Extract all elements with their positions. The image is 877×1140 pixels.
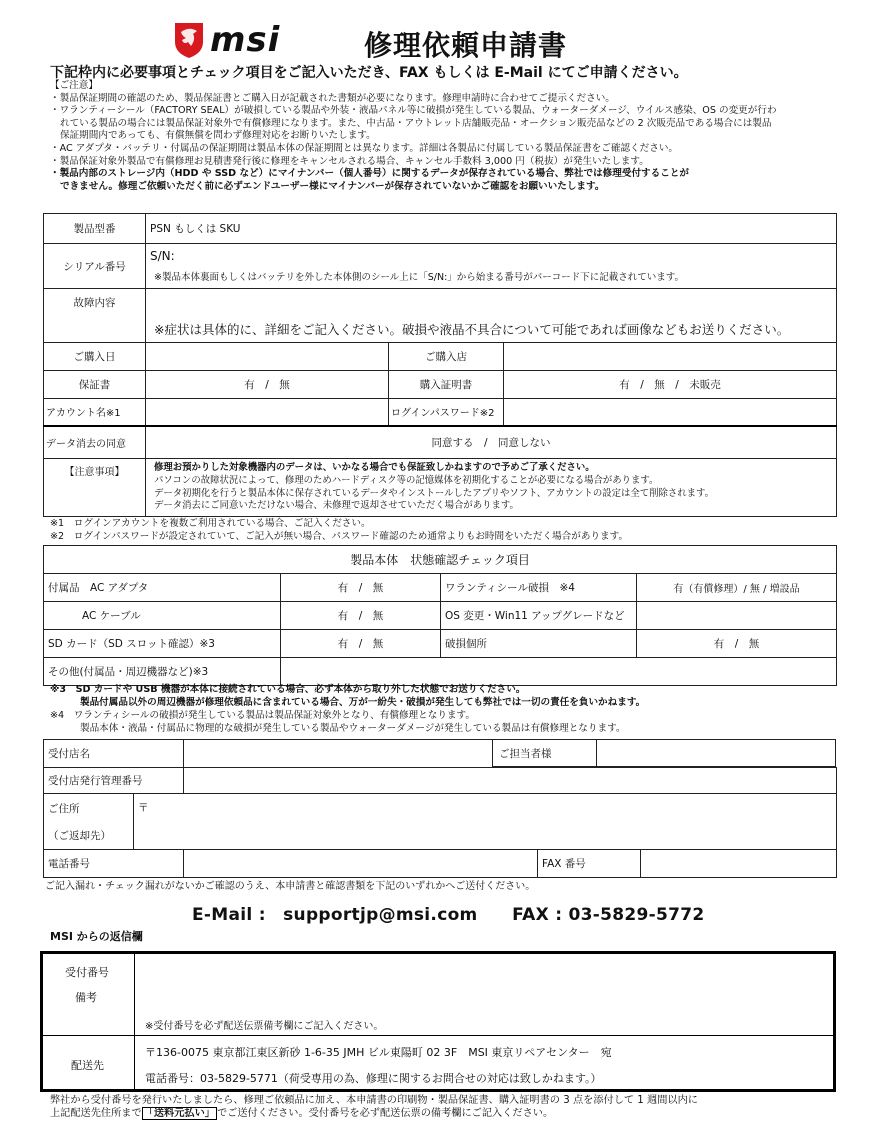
cable-label: AC ケーブル [44, 602, 281, 630]
consent-label: データ消去の同意 [44, 426, 146, 459]
serial-prefix: S/N: [150, 249, 175, 263]
os-field[interactable] [637, 602, 837, 630]
note-line: ・製品保証期間の確認のため、製品保証書とご購入日が記載された書類が必要になります。修理申請時に合わせてご提示ください。 [50, 92, 615, 104]
account-label: アカウント名※1 [44, 399, 146, 426]
reception-note: ※受付番号を必ず配送伝票備考欄にご記入ください。 [145, 1021, 384, 1032]
ship-tel: 電話番号：03-5829-5771（荷受専用の為、修理に関するお問合せの対応は致しかねます。） [145, 1072, 602, 1085]
other-field[interactable] [281, 658, 837, 686]
fault-label: 故障内容 [44, 289, 146, 343]
note-line: れている製品の場合には製品保証対象外で有償修理になります。また、中古品・アウトレット店舗販売品・オークション販売品などの 2 次販売品である場合には製品 [60, 117, 772, 129]
staff-label: ご担当者様 [493, 740, 597, 766]
remarks-label: 備考 [75, 991, 97, 1004]
mgmt-label: 受付店発行管理番号 [44, 768, 184, 794]
store-label: ご購入店 [389, 343, 504, 371]
consent-options[interactable]: 同意する / 同意しない [146, 426, 837, 459]
damage-label: 破損個所 [441, 630, 637, 658]
check-title: 製品本体 状態確認チェック項目 [44, 546, 837, 574]
staff-cell [492, 739, 836, 767]
shop-name-label: 受付店名 [44, 740, 184, 768]
note-line: ・ワランティーシール（FACTORY SEAL）が破損している製品や外装・液晶パネル等に破損が発生している製品、ウォーターダメージ、ウイルス感染、OS の変更が行わ [50, 105, 777, 117]
bottom-line-1: 弊社から受付番号を発行いたしましたら、修理ご依頼品に加え、本申請書の印刷物・製品保証書、購入証明書の 3 点を添付して 1 週間以内に [50, 1095, 698, 1106]
model-field[interactable]: PSN もしくは SKU [146, 214, 837, 244]
mgmt-field[interactable] [184, 768, 837, 794]
caution-line: データ消去にご同意いただけない場合、未修理で返却させていただく場合があります。 [154, 500, 519, 512]
bottom-line-2a: 上記配送先住所まで [50, 1108, 142, 1119]
cable-options[interactable]: 有 / 無 [281, 602, 441, 630]
caution-label: 【注意事項】 [44, 459, 146, 517]
logo-wordmark: msi [210, 20, 281, 60]
tel-label: 電話番号 [44, 850, 184, 878]
staff-field[interactable] [597, 740, 835, 766]
footnote-3b: 製品付属品以外の周辺機器が修理依頼品に含まれている場合、万が一紛失・破損が発生しても弊社では一切の責任を負いかねます。 [80, 697, 646, 708]
footnote-3a: ※3 SD カードや USB 機器が本体に接続されている場合、必ず本体から取り外した状態でお送りください。 [50, 684, 526, 695]
footnote-4b: 製品本体・液晶・付属品に物理的な破損が発生している製品やウォーターダメージが発生している製品は有償修理となります。 [80, 723, 626, 734]
adapter-label: 付属品 AC アダプタ [44, 574, 281, 602]
store-field[interactable] [504, 343, 837, 371]
seal-label: ワランティシール破損 ※4 [441, 574, 637, 602]
account-field[interactable] [146, 399, 389, 426]
purchase-date-label: ご購入日 [44, 343, 146, 371]
address-field[interactable] [134, 794, 837, 850]
fault-note: ※症状は具体的に、詳細をご記入ください。破損や液晶不具合について可能であれば画像などもお送りください。 [154, 322, 790, 337]
note-line: 保証期間内であっても、有償無償を問わず修理対応をお断りいたします。 [60, 130, 376, 142]
footnote-1: ※1 ログインアカウントを複数ご利用されている場合、ご記入ください。 [50, 518, 371, 529]
sd-options[interactable]: 有 / 無 [281, 630, 441, 658]
note-line: できません。修理ご依頼いただく前に必ずエンドユーザー様にマイナンバーが保存されていないかご確認をお願いいたします。 [60, 180, 605, 192]
warranty-label: 保証書 [44, 371, 146, 399]
bottom-line-2c: でご送付ください。受付番号を必ず配送伝票の備考欄にご記入ください。 [217, 1108, 554, 1119]
lead-instruction: 下記枠内に必要事項とチェック項目をご記入いただき、FAX もしくは E-Mail にてご申請ください。 [50, 65, 688, 81]
ship-address: 〒136-0075 東京都江東区新砂 1-6-35 JMH ビル東陽町 02 3F MSI 東京リペアセンター 宛 [145, 1046, 612, 1059]
sd-label: SD カード（SD スロット確認）※3 [44, 630, 281, 658]
reception-label: 受付番号 [65, 966, 109, 979]
damage-options[interactable]: 有 / 無 [637, 630, 837, 658]
other-label: その他(付属品・周辺機器など)※3 [44, 658, 281, 686]
address-label [44, 794, 134, 850]
reply-reception-row [43, 954, 833, 1036]
note-line: ・AC アダプタ・バッテリ・付属品の保証期間は製品本体の保証期間とは異なります。詳細は各製品に付属している製品保証書をご確認ください。 [50, 142, 679, 154]
caution-box [146, 459, 837, 517]
note-line: ・製品保証対象外製品で有償修理お見積書発行後に修理をキャンセルされる場合、キャンセル手数料 3,000 円（税抜）が発生いたします。 [50, 155, 649, 167]
fax-label: FAX 番号 [538, 850, 641, 878]
serial-label: シリアル番号 [44, 244, 146, 289]
os-label: OS 変更・Win11 アップグレードなど [441, 602, 637, 630]
proof-options[interactable]: 有 / 無 / 未販売 [504, 371, 837, 399]
bottom-note [50, 1094, 698, 1120]
prepaid-shipping-badge: 「送料元払い」 [143, 1108, 215, 1119]
reply-box [40, 951, 836, 1092]
postal-mark: 〒 [138, 802, 149, 814]
seal-options[interactable]: 有（有償修理）/ 無 / 増設品 [637, 574, 837, 602]
model-label: 製品型番 [44, 214, 146, 244]
fax-field[interactable] [641, 850, 837, 878]
proof-label: 購入証明書 [389, 371, 504, 399]
warranty-options[interactable]: 有 / 無 [146, 371, 389, 399]
caution-line: データ初期化を行うと製品本体に保存されているデータやインストールしたアプリやソフト、アカウントの設定は全て削除されます。 [154, 487, 714, 499]
caution-line: 修理お預かりした対象機器内のデータは、いかなる場合でも保証致しかねますので予めご了承ください。 [154, 462, 595, 474]
repair-info-table [43, 213, 837, 517]
tel-field[interactable] [184, 850, 538, 878]
fault-field[interactable] [146, 289, 837, 343]
footnote-4a: ※4 ワランティシールの破損が発生している製品は製品保証対象外となり、有償修理となります。 [50, 710, 475, 721]
note-line: ・製品内部のストレージ内（HDD や SSD など）にマイナンバー（個人番号）に関するデータが保存されている場合、弊社では修理受付することが [50, 168, 690, 180]
send-note: ご記入漏れ・チェック漏れがないかご確認のうえ、本申請書と確認書類を下記のいずれかへご送付ください。 [45, 881, 536, 892]
password-label: ログインパスワード※2 [389, 399, 504, 426]
bottom-line-2 [50, 1107, 698, 1120]
address-subtitle: （ご返却先） [48, 829, 111, 842]
dragon-shield-icon [172, 20, 206, 60]
adapter-options[interactable]: 有 / 無 [281, 574, 441, 602]
purchase-date-field[interactable] [146, 343, 389, 371]
ship-label: 配送先 [71, 1059, 104, 1072]
serial-field[interactable] [146, 244, 837, 289]
password-field[interactable] [504, 399, 837, 426]
notes-heading: 【ご注意】 [50, 80, 98, 91]
footnote-2: ※2 ログインパスワードが設定されていて、ご記入が無い場合、パスワード確認のため通常よりもお時間をいただく場合があります。 [50, 531, 629, 542]
contact-line: E-Mail : supportjp@msi.com FAX : 03-5829-5772 [192, 905, 705, 925]
reply-heading: MSI からの返信欄 [50, 930, 143, 943]
msi-logo [172, 18, 312, 62]
page-title: 修理依頼申請書 [364, 29, 568, 62]
notes-section [50, 80, 840, 193]
check-table [43, 545, 837, 686]
address-title: ご住所 [48, 802, 80, 815]
caution-line: パソコンの故障状況によって、修理のためハードディスク等の記憶媒体を初期化することが必要になる場合があります。 [154, 474, 659, 486]
serial-note: ※製品本体裏面もしくはバッテリを外した本体側のシール上に「S/N:」から始まる番号がバーコード下に記載されています。 [154, 272, 685, 283]
